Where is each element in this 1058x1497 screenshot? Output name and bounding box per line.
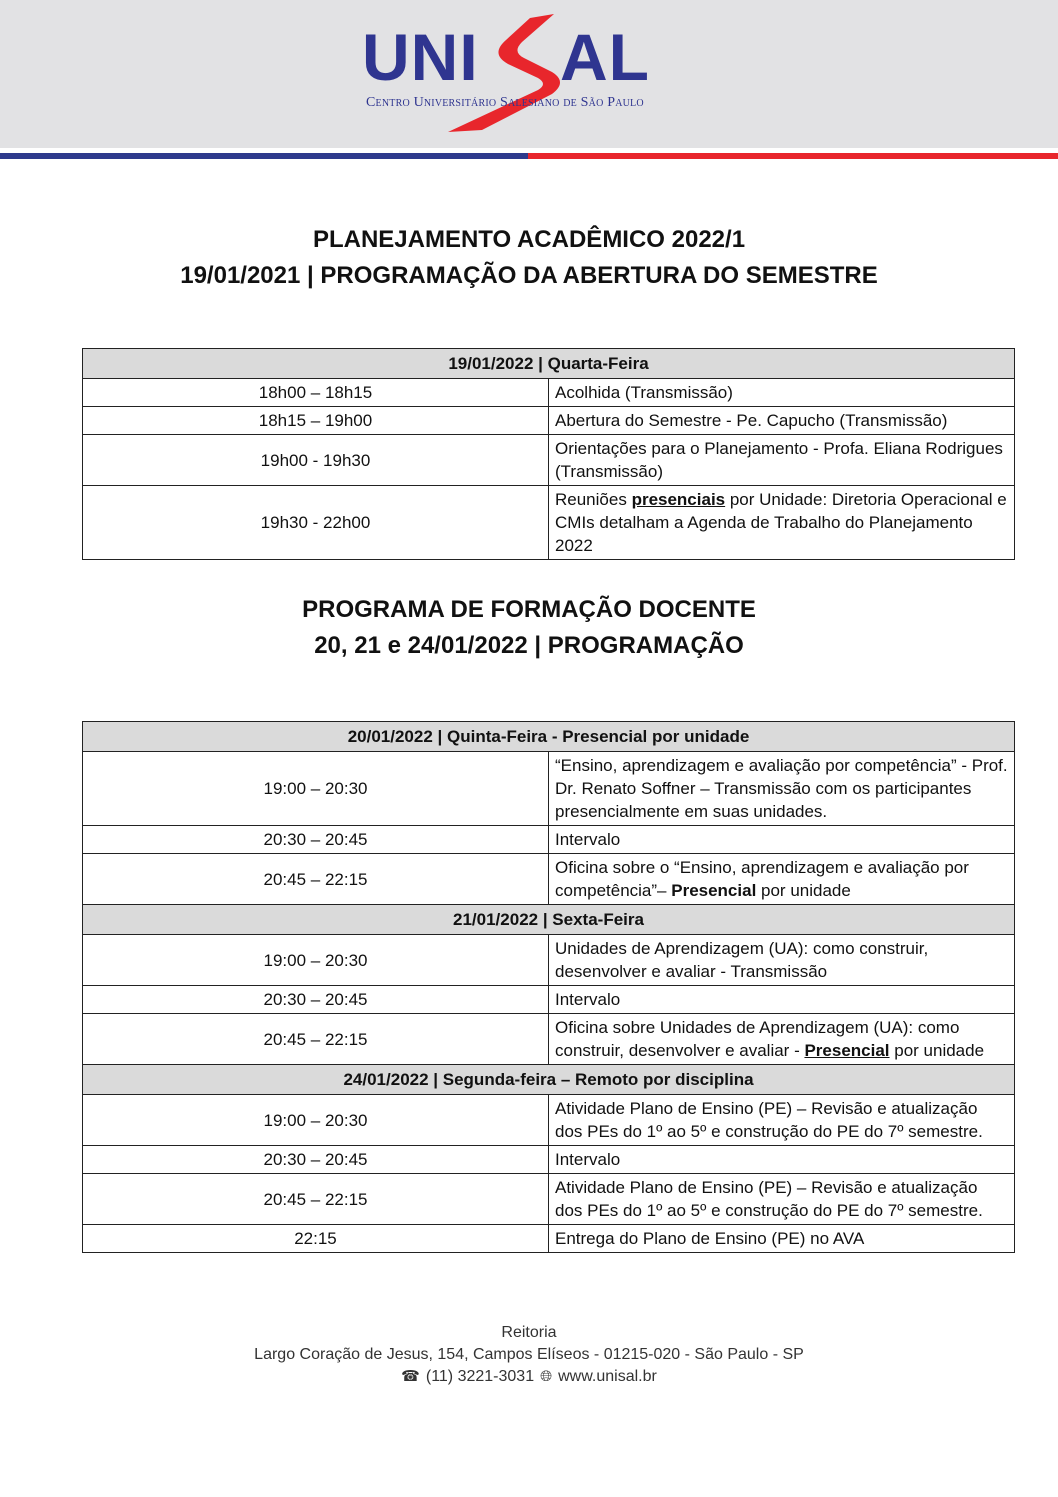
description-cell: “Ensino, aprendizagem e avaliação por competência” - Prof. Dr. Renato Soffner – Transmissão com os participantes presencialmente em suas unidades. xyxy=(549,752,1015,826)
table-row xyxy=(83,379,1015,407)
globe-icon: 🌐︎ xyxy=(540,1368,553,1385)
emphasis-text: Presencial xyxy=(804,1041,890,1060)
section1-title xyxy=(0,222,1058,294)
table-row xyxy=(83,826,1015,854)
table-row xyxy=(83,1174,1015,1225)
table-row xyxy=(83,486,1015,560)
emphasis-text: presenciais xyxy=(631,490,726,509)
day-header-cell: 19/01/2022 | Quarta-Feira xyxy=(83,349,1015,379)
day-header-cell: 24/01/2022 | Segunda-feira – Remoto por disciplina xyxy=(83,1065,1015,1095)
description-cell: Atividade Plano de Ensino (PE) – Revisão e atualização dos PEs do 1º ao 5º e construção do PE do 7º semestre. xyxy=(549,1174,1015,1225)
table-row xyxy=(83,854,1015,905)
description-cell: Intervalo xyxy=(549,986,1015,1014)
time-cell: 19h00 - 19h30 xyxy=(83,435,549,486)
table-row xyxy=(83,1014,1015,1065)
time-cell: 19:00 – 20:30 xyxy=(83,935,549,986)
table-row xyxy=(83,1146,1015,1174)
footer-contact xyxy=(401,1366,657,1388)
description-cell: Orientações para o Planejamento - Profa. Eliana Rodrigues (Transmissão) xyxy=(549,435,1015,486)
unisal-logo xyxy=(362,12,672,134)
time-cell: 20:45 – 22:15 xyxy=(83,1174,549,1225)
description-cell xyxy=(549,1014,1015,1065)
table-day-header xyxy=(83,1065,1015,1095)
training-schedule-table xyxy=(82,721,1015,1253)
table-day-header xyxy=(83,722,1015,752)
time-cell: 22:15 xyxy=(83,1225,549,1253)
logo-subtitle: Centro Universitário Salesiano de São Paulo xyxy=(366,95,644,110)
time-cell: 18h00 – 18h15 xyxy=(83,379,549,407)
table-row xyxy=(83,407,1015,435)
description-cell: Entrega do Plano de Ensino (PE) no AVA xyxy=(549,1225,1015,1253)
svg-text:AL: AL xyxy=(560,20,650,94)
header-divider xyxy=(0,150,1058,152)
time-cell: 19:00 – 20:30 xyxy=(83,1095,549,1146)
section2-title xyxy=(0,592,1058,664)
time-cell: 20:45 – 22:15 xyxy=(83,854,549,905)
desc-text: Oficina sobre o “Ensino, aprendizagem e avaliação por competência”– xyxy=(555,858,969,900)
blue-stripe xyxy=(0,153,528,159)
time-cell: 20:30 – 20:45 xyxy=(83,1146,549,1174)
day-header-cell: 21/01/2022 | Sexta-Feira xyxy=(83,905,1015,935)
desc-text: por unidade xyxy=(756,881,851,900)
time-cell: 20:30 – 20:45 xyxy=(83,826,549,854)
emphasis-text: Presencial xyxy=(671,881,757,900)
desc-text: por Unidade: Diretoria Operacional e CMIs detalham a Agenda de Trabalho do Planejamento 2022 xyxy=(555,490,1007,555)
description-cell: Intervalo xyxy=(549,1146,1015,1174)
desc-text: por unidade xyxy=(889,1041,985,1060)
description-cell: Intervalo xyxy=(549,826,1015,854)
day-header-cell: 20/01/2022 | Quinta-Feira - Presencial por unidade xyxy=(83,722,1015,752)
section1-title-line2: 19/01/2021 | PROGRAMAÇÃO DA ABERTURA DO SEMESTRE xyxy=(180,262,878,289)
footer-website: www.unisal.br xyxy=(558,1368,657,1385)
footer-department: Reitoria xyxy=(501,1324,557,1341)
time-cell: 20:45 – 22:15 xyxy=(83,1014,549,1065)
table-row xyxy=(83,1095,1015,1146)
footer-phone: (11) 3221-3031 xyxy=(425,1368,535,1385)
table-row xyxy=(83,986,1015,1014)
footer-address: Largo Coração de Jesus, 154, Campos Elíseos - 01215-020 - São Paulo - SP xyxy=(254,1346,804,1363)
section2-title-line1: PROGRAMA DE FORMAÇÃO DOCENTE xyxy=(302,596,756,623)
description-cell: Atividade Plano de Ensino (PE) – Revisão e atualização dos PEs do 1º ao 5º e construção do PE do 7º semestre. xyxy=(549,1095,1015,1146)
red-stripe xyxy=(528,153,1058,159)
time-cell: 20:30 – 20:45 xyxy=(83,986,549,1014)
time-cell: 19h30 - 22h00 xyxy=(83,486,549,560)
description-cell: Unidades de Aprendizagem (UA): como construir, desenvolver e avaliar - Transmissão xyxy=(549,935,1015,986)
table-row xyxy=(83,435,1015,486)
time-cell: 19:00 – 20:30 xyxy=(83,752,549,826)
description-cell xyxy=(549,854,1015,905)
desc-text: Oficina sobre Unidades de Aprendizagem (UA): como construir, desenvolver e avaliar - xyxy=(555,1018,960,1060)
svg-text:UNI: UNI xyxy=(362,20,479,94)
section2-title-line2: 20, 21 e 24/01/2022 | PROGRAMAÇÃO xyxy=(314,632,744,659)
table-row xyxy=(83,935,1015,986)
time-cell: 18h15 – 19h00 xyxy=(83,407,549,435)
description-cell: Acolhida (Transmissão) xyxy=(549,379,1015,407)
header-band xyxy=(0,0,1058,148)
description-cell xyxy=(549,486,1015,560)
footer xyxy=(0,1322,1058,1388)
section1-title-line1: PLANEJAMENTO ACADÊMICO 2022/1 xyxy=(312,226,746,253)
description-cell: Abertura do Semestre - Pe. Capucho (Transmissão) xyxy=(549,407,1015,435)
table-row xyxy=(83,752,1015,826)
desc-text: Reuniões xyxy=(555,490,632,509)
phone-icon: ☎ xyxy=(401,1368,420,1385)
logo-graphic xyxy=(362,12,672,134)
table-day-header xyxy=(83,349,1015,379)
table-day-header xyxy=(83,905,1015,935)
table-row xyxy=(83,1225,1015,1253)
opening-schedule-table xyxy=(82,348,1015,560)
